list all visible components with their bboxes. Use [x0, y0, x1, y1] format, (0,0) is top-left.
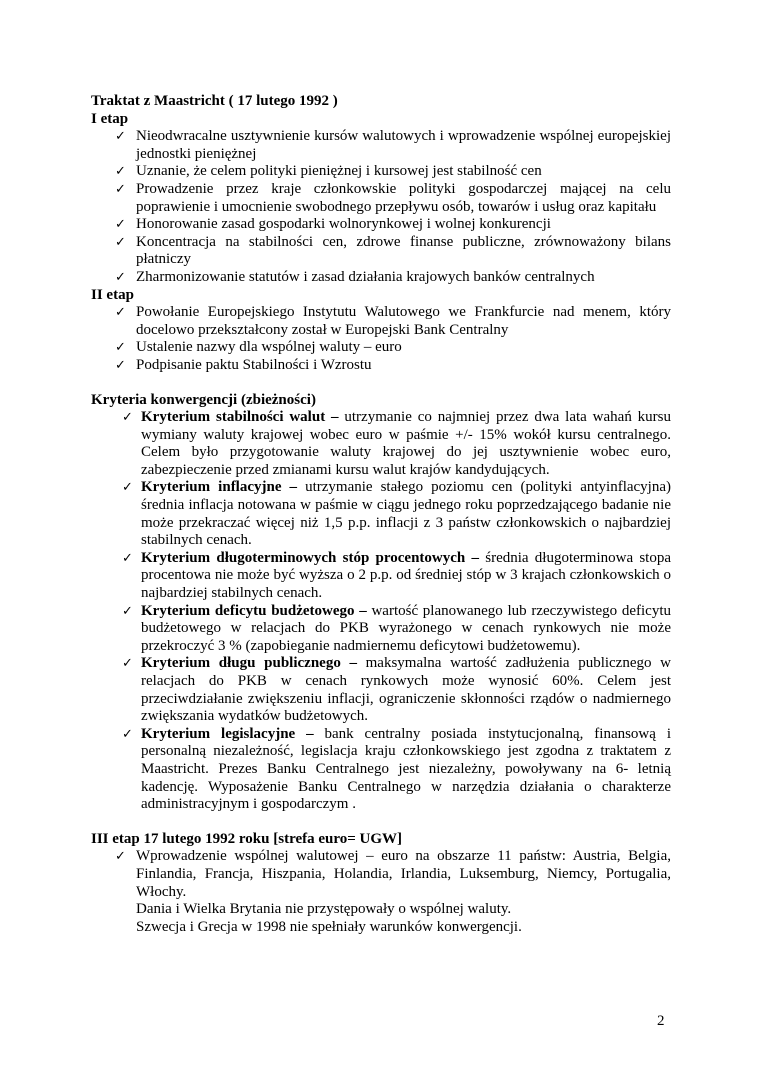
stage2-heading: II etap: [91, 286, 134, 303]
document-page: [91, 93, 671, 936]
criterion-item: [91, 726, 671, 814]
stage1-list: [91, 128, 671, 286]
list-item: ✓ Zharmonizowanie statutów i zasad działania krajowych banków centralnych: [91, 269, 671, 287]
list-item: ✓ Prowadzenie przez kraje członkowskie polityki gospodarczej mającej na celu poprawienie i umocnienie swobodnego przepływu osób, towarów i usług oraz kapitału: [91, 181, 671, 216]
criterion-term: Kryterium długoterminowych stóp procentowych –: [141, 549, 479, 566]
list-item: ✓ Koncentracja na stabilności cen, zdrowe finanse publiczne, zrównoważony bilans płatniczy: [91, 234, 671, 269]
stage3-note: Dania i Wielka Brytania nie przystępowały o wspólnej waluty.: [136, 901, 512, 918]
list-item: ✓ Nieodwracalne usztywnienie kursów walutowych i wprowadzenie wspólnej europejskiej jednostki pieniężnej: [91, 128, 671, 163]
criterion-text: średnia długoterminowa stopa procentowa nie może być wyższa o 2 p.p. od średniej stóp w 3 krajach członkowskich o najbardziej stabilnych cenach.: [141, 549, 672, 602]
criterion-text: utrzymanie co najmniej przez dwa lata wahań kursu wymiany waluty krajowej wobec euro w paśmie +/- 15% wokół kursu centralnego. Celem było przygotowanie waluty krajowej do jej usztywnienie wobec euro, zabezpieczenie przed zmianami kursu walut krajów kandydujących.: [141, 409, 671, 478]
criterion-text: bank centralny posiada instytucjonalną, finansową i personalną niezależność, legislacja kraju członkowskiego jest zgodna z traktatem z Maastricht. Prezes Banku Centralnego jest niezależny, powoływany na 6- letnią kadencję. Wyposażenie Banku Centralnego w narzędzia działania o charakterze administracyjnym i gospodarczym .: [141, 725, 671, 813]
criterion-term: Kryterium długu publicznego –: [141, 655, 357, 672]
criterion-term: Kryterium deficytu budżetowego –: [141, 602, 367, 619]
stage2-list: [91, 304, 671, 374]
criterion-term: Kryterium stabilności walut –: [141, 409, 339, 426]
criterion-text: utrzymanie stałego poziomu cen (polityki antyinflacyjna) średnia inflacja notowana w paśmie w ciągu jednego roku poprzedzającego badanie nie może przekraczać więcej niż 1,5 p.p. inflacji z 3 państw członkowskich o najbardziej stabilnych cenach.: [141, 479, 671, 549]
list-item: ✓ Wprowadzenie wspólnej walutowej – euro na obszarze 11 państw: Austria, Belgia, Finlandia, Francja, Hiszpania, Holandia, Irlandia, Luksemburg, Niemcy, Portugalia, Włochy.: [91, 848, 671, 901]
criterion-text: maksymalna wartość zadłużenia publicznego w relacjach do PKB w cenach rynkowych może wynosić 60%. Celem jest przeciwdziałanie zwiększeniu inflacji, ograniczenie skłonności rządów o nadmiernego zwiększania wydatków budżetowych.: [141, 655, 671, 725]
criterion-text: wartość planowanego lub rzeczywistego deficytu budżetowego w relacjach do PKB wyrażonego w cenach rynkowych nie może przekroczyć 3 % (zapobieganie nadmiernemu deficytowi budżetowemu).: [141, 602, 671, 654]
stage3-note: Szwecja i Grecja w 1998 nie spełniały warunków konwergencji.: [136, 918, 522, 935]
criterion-term: Kryterium inflacyjne –: [141, 479, 298, 496]
list-item: ✓ Ustalenie nazwy dla wspólnej waluty – euro: [91, 339, 671, 357]
stage1-heading: I etap: [91, 110, 129, 127]
criterion-item: [91, 550, 671, 603]
criterion-item: [91, 655, 671, 725]
list-item: ✓ Podpisanie paktu Stabilności i Wzrostu: [91, 357, 671, 375]
stage3-heading: III etap 17 lutego 1992 roku [strefa euro= UGW]: [91, 830, 403, 847]
criterion-item: [91, 603, 671, 656]
criterion-item: [91, 409, 671, 479]
criteria-heading: Kryteria konwergencji (zbieżności): [91, 391, 316, 408]
list-item: ✓ Honorowanie zasad gospodarki wolnorynkowej i wolnej konkurencji: [91, 216, 671, 234]
criterion-term: Kryterium legislacyjne –: [141, 725, 314, 742]
criterion-item: [91, 479, 671, 549]
stage3-list: [91, 848, 671, 901]
list-item: ✓ Powołanie Europejskiego Instytutu Walutowego we Frankfurcie nad menem, który docelowo przekształcony został w Europejski Bank Centralny: [91, 304, 671, 339]
document-title: Traktat z Maastricht ( 17 lutego 1992 ): [91, 93, 338, 109]
list-item: ✓ Uznanie, że celem polityki pieniężnej i kursowej jest stabilność cen: [91, 163, 671, 181]
page-number: 2: [657, 1013, 665, 1029]
criteria-list: [91, 409, 671, 814]
